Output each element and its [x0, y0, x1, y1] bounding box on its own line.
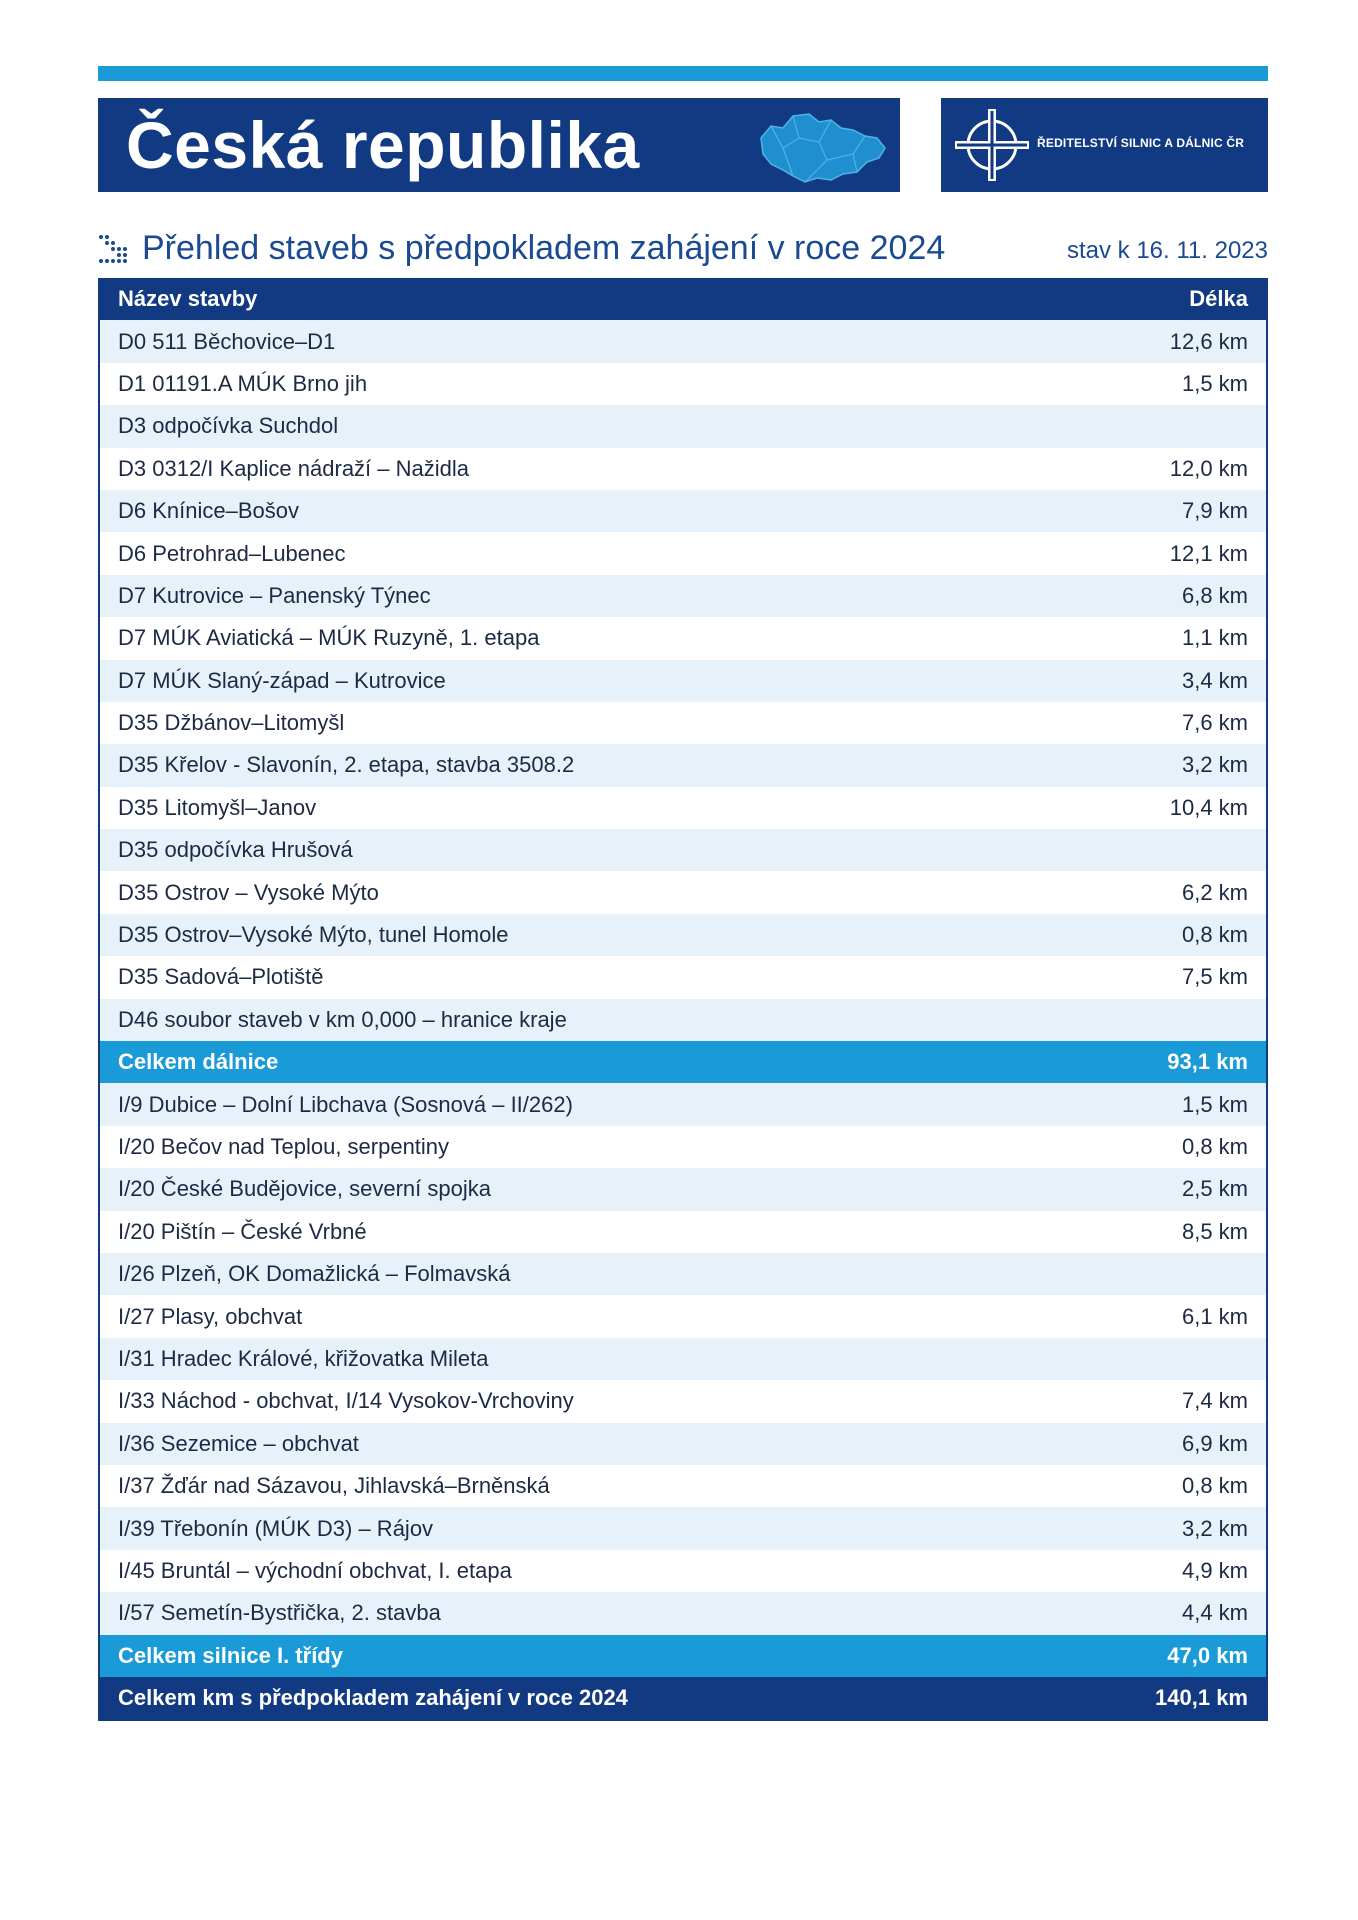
- construction-name: D6 Petrohrad–Lubenec: [118, 540, 346, 566]
- table-row: [100, 1550, 1266, 1592]
- grand-total-length: 140,1 km: [1155, 1685, 1248, 1711]
- table-row: [100, 617, 1266, 659]
- czech-map-icon: [753, 108, 888, 184]
- motorways-total-length: 93,1 km: [1167, 1049, 1248, 1075]
- table-row: [100, 702, 1266, 744]
- construction-name: D7 MÚK Slaný-západ – Kutrovice: [118, 667, 446, 693]
- construction-length: 3,2 km: [1181, 1515, 1248, 1541]
- construction-length: 7,4 km: [1181, 1388, 1248, 1414]
- table-row: [100, 1295, 1266, 1337]
- section-heading: [98, 226, 1268, 270]
- construction-length: 3,2 km: [1181, 752, 1248, 778]
- construction-name: I/31 Hradec Králové, křižovatka Mileta: [118, 1345, 489, 1371]
- roads-total-label: Celkem silnice I. třídy: [118, 1642, 343, 1668]
- table-row: [100, 1465, 1266, 1507]
- grand-total-label: Celkem km s předpokladem zahájení v roce 2024: [118, 1685, 628, 1711]
- construction-name: D6 Knínice–Bošov: [118, 498, 299, 524]
- construction-length: 4,9 km: [1181, 1557, 1248, 1583]
- construction-length: 1,5 km: [1181, 370, 1248, 396]
- table-row: [100, 1338, 1266, 1380]
- table-row: [100, 660, 1266, 702]
- dotted-arrow-icon: [98, 234, 130, 266]
- table-row: [100, 1253, 1266, 1295]
- construction-name: D7 Kutrovice – Panenský Týnec: [118, 582, 431, 608]
- organization-banner: [941, 98, 1268, 192]
- table-row: [100, 1126, 1266, 1168]
- table-row: [100, 405, 1266, 447]
- roads-total-length: 47,0 km: [1167, 1642, 1248, 1668]
- construction-length: 1,1 km: [1181, 625, 1248, 651]
- construction-name: I/20 Bečov nad Teplou, serpentiny: [118, 1134, 450, 1159]
- organization-name: ŘEDITELSTVÍ SILNIC A DÁLNIC ČR: [1037, 136, 1245, 150]
- table-row: [100, 787, 1266, 829]
- construction-name: I/20 České Budějovice, severní spojka: [118, 1176, 491, 1202]
- construction-length: 12,0 km: [1169, 455, 1248, 481]
- construction-name: D35 odpočívka Hrušová: [118, 837, 353, 863]
- construction-length: 6,1 km: [1181, 1303, 1248, 1329]
- construction-length: 6,9 km: [1181, 1430, 1248, 1456]
- construction-name: D35 Sadová–Plotiště: [118, 964, 324, 990]
- table-row: [100, 1211, 1266, 1253]
- constructions-table: [98, 278, 1268, 1721]
- construction-length: 6,2 km: [1181, 879, 1248, 905]
- construction-name: I/45 Bruntál – východní obchvat, I. etapa: [118, 1557, 512, 1583]
- table-row: [100, 871, 1266, 913]
- construction-length: 3,4 km: [1181, 667, 1248, 693]
- construction-name: I/57 Semetín-Bystřička, 2. stavba: [118, 1600, 441, 1626]
- status-date: stav k 16. 11. 2023: [1066, 237, 1268, 264]
- table-row: [100, 829, 1266, 871]
- table-row: [100, 575, 1266, 617]
- column-header-length: Délka: [1189, 286, 1248, 312]
- construction-name: I/36 Sezemice – obchvat: [118, 1430, 359, 1456]
- construction-name: D1 01191.A MÚK Brno jih: [118, 370, 368, 396]
- roads-total-row: [100, 1635, 1266, 1677]
- construction-name: I/20 Pištín – České Vrbné: [118, 1218, 367, 1244]
- table-row: [100, 1083, 1266, 1125]
- page-title: Česká republika: [126, 108, 640, 182]
- grand-total-row: [100, 1677, 1266, 1719]
- construction-name: I/27 Plasy, obchvat: [118, 1303, 303, 1329]
- motorways-total-label: Celkem dálnice: [118, 1049, 279, 1075]
- table-row: [100, 1380, 1266, 1422]
- construction-length: 0,8 km: [1181, 922, 1248, 948]
- table-row: [100, 1423, 1266, 1465]
- construction-name: I/39 Třebonín (MÚK D3) – Rájov: [118, 1515, 434, 1541]
- table-row: [100, 744, 1266, 786]
- construction-name: I/37 Žďár nad Sázavou, Jihlavská–Brněnská: [118, 1473, 550, 1499]
- table-row: [100, 914, 1266, 956]
- table-row: [100, 956, 1266, 998]
- construction-length: 1,5 km: [1181, 1091, 1248, 1117]
- construction-length: 7,5 km: [1181, 964, 1248, 990]
- table-header: [100, 278, 1266, 320]
- title-banner: [98, 98, 900, 192]
- construction-name: D3 0312/I Kaplice nádraží – Nažidla: [118, 455, 469, 481]
- table-row: [100, 320, 1266, 362]
- table-row: [100, 363, 1266, 405]
- table-row: [100, 1592, 1266, 1634]
- table-row: [100, 1168, 1266, 1210]
- table-row: [100, 532, 1266, 574]
- rsd-interchange-logo-icon: [955, 109, 1029, 181]
- construction-name: I/26 Plzeň, OK Domažlická – Folmavská: [118, 1261, 511, 1287]
- construction-length: 4,4 km: [1181, 1600, 1248, 1626]
- construction-length: 12,1 km: [1169, 540, 1248, 566]
- construction-length: 0,8 km: [1181, 1134, 1248, 1159]
- heading-text: Přehled staveb s předpokladem zahájení v roce 2024: [142, 229, 946, 267]
- construction-name: D0 511 Běchovice–D1: [118, 328, 336, 354]
- construction-name: I/33 Náchod - obchvat, I/14 Vysokov-Vrchoviny: [118, 1388, 574, 1414]
- construction-name: I/9 Dubice – Dolní Libchava (Sosnová – II/262): [118, 1091, 573, 1117]
- construction-length: 12,6 km: [1169, 328, 1248, 354]
- construction-length: 8,5 km: [1181, 1218, 1248, 1244]
- table-row: [100, 1507, 1266, 1549]
- construction-name: D7 MÚK Aviatická – MÚK Ruzyně, 1. etapa: [118, 625, 540, 651]
- table-row: [100, 448, 1266, 490]
- top-accent-bar: [98, 66, 1268, 81]
- motorway-rows: [100, 320, 1266, 1041]
- construction-name: D3 odpočívka Suchdol: [118, 413, 339, 439]
- motorways-total-row: [100, 1041, 1266, 1083]
- table-row: [100, 490, 1266, 532]
- construction-length: 2,5 km: [1181, 1176, 1248, 1202]
- construction-length: 6,8 km: [1181, 582, 1248, 608]
- construction-name: D35 Křelov - Slavonín, 2. etapa, stavba 3508.2: [118, 752, 575, 778]
- table-row: [100, 999, 1266, 1041]
- construction-name: D35 Ostrov–Vysoké Mýto, tunel Homole: [118, 922, 509, 948]
- construction-length: 7,9 km: [1181, 498, 1248, 524]
- construction-name: D35 Džbánov–Litomyšl: [118, 710, 345, 736]
- construction-length: 7,6 km: [1181, 710, 1248, 736]
- road-rows: [100, 1083, 1266, 1634]
- column-header-name: Název stavby: [118, 286, 258, 312]
- construction-name: D35 Litomyšl–Janov: [118, 794, 317, 820]
- construction-name: D35 Ostrov – Vysoké Mýto: [118, 879, 379, 905]
- construction-name: D46 soubor staveb v km 0,000 – hranice kraje: [118, 1006, 567, 1032]
- construction-length: 10,4 km: [1169, 794, 1248, 820]
- construction-length: 0,8 km: [1181, 1473, 1248, 1499]
